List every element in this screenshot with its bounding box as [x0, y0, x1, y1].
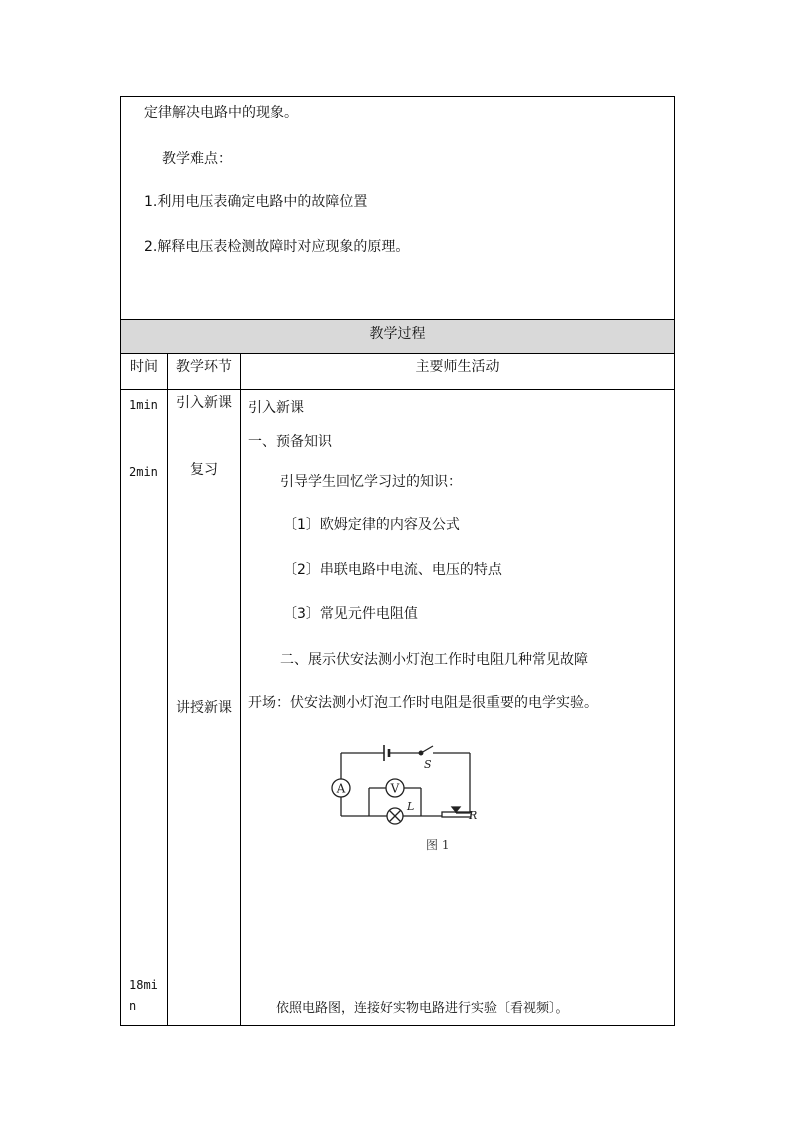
activity-guide: 引导学生回忆学习过的知识：	[280, 474, 462, 490]
top-line-1: 定律解决电路中的现象。	[144, 105, 298, 121]
rheostat-slider-arrow	[452, 807, 460, 812]
table-border-bottom	[120, 1025, 675, 1026]
rheostat-label: R	[469, 809, 478, 822]
switch-label: S	[424, 758, 432, 771]
column-divider-2	[240, 353, 241, 1025]
stage-teaching: 讲授新课	[176, 700, 232, 716]
time-18min-part1: 18mi	[129, 978, 158, 992]
table-border-right	[674, 96, 675, 1026]
voltmeter-label: V	[390, 781, 400, 796]
stage-review: 复习	[190, 462, 218, 478]
time-18min-part2: n	[129, 999, 137, 1013]
activity-closing: 依照电路图，连接好实物电路进行实验〔看视频〕。	[276, 1001, 569, 1016]
table-border-top	[120, 96, 675, 97]
lamp-label: L	[407, 800, 415, 813]
time-2min: 2min	[129, 465, 158, 479]
activity-intro: 引入新课	[248, 400, 304, 416]
activity-opening: 开场：伏安法测小灯泡工作时电阻是很重要的电学实验。	[248, 695, 598, 711]
activity-item-1: 〔1〕欧姆定律的内容及公式	[283, 517, 460, 533]
circuit-diagram	[325, 743, 495, 851]
difficulty-heading: 教学难点：	[162, 151, 232, 167]
divider-above-process	[120, 319, 675, 320]
activity-prep-heading: 一、预备知识	[248, 434, 332, 450]
column-header-stage: 教学环节	[176, 359, 232, 375]
switch-blade	[421, 746, 433, 753]
divider-below-process	[120, 353, 675, 354]
activity-item-2: 〔2〕串联电路中电流、电压的特点	[283, 562, 502, 578]
activity-item-3: 〔3〕常见元件电阻值	[283, 606, 418, 622]
figure-caption: 图 1	[426, 838, 450, 851]
process-header: 教学过程	[369, 326, 426, 342]
column-header-activity: 主要师生活动	[415, 359, 500, 375]
difficulty-item-2: 2.解释电压表检测故障时对应现象的原理。	[144, 239, 410, 255]
activity-section-2: 二、展示伏安法测小灯泡工作时电阻几种常见故障	[280, 652, 588, 668]
column-divider-1	[167, 353, 168, 1025]
table-border-left	[120, 96, 121, 1026]
column-header-time: 时间	[130, 359, 158, 375]
divider-below-columns	[120, 389, 675, 390]
ammeter-label: A	[336, 781, 346, 796]
stage-intro: 引入新课	[176, 395, 232, 411]
difficulty-item-1: 1.利用电压表确定电路中的故障位置	[144, 194, 368, 210]
time-1min: 1min	[129, 398, 158, 412]
